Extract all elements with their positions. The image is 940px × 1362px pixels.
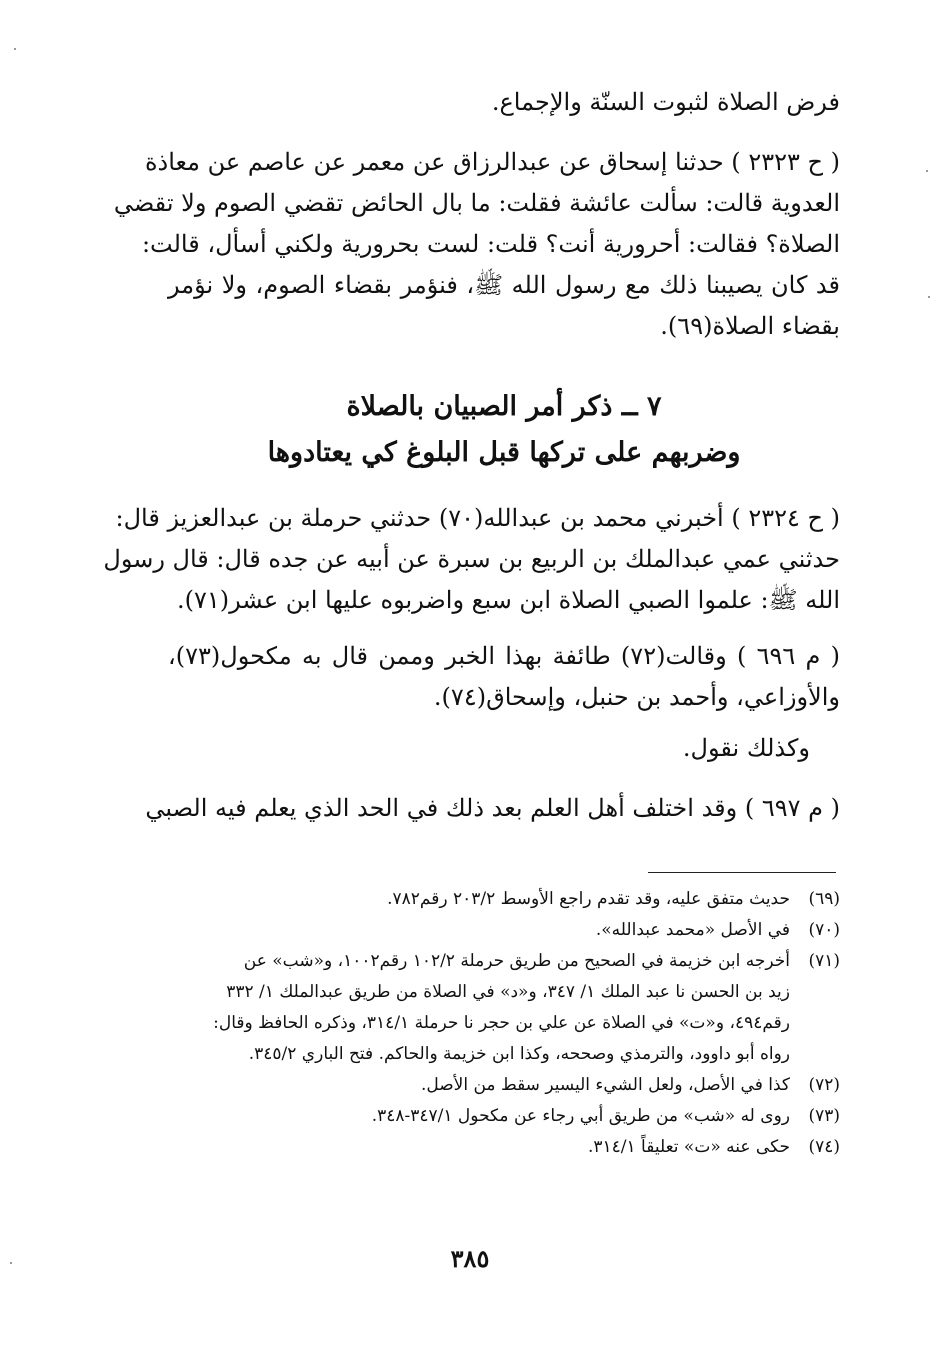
footnote-continuation: رقم٤٩٤، و«ت» في الصلاة عن علي بن حجر نا حرملة ٣١٤/١، وذكره الحافظ وقال: (213, 1013, 790, 1033)
paragraph-line: بقضاء الصلاة(٦٩). (660, 312, 840, 340)
kadhalik-paragraph (168, 728, 810, 769)
page-number: ٣٨٥ (450, 1244, 490, 1273)
footnote-number: (٧٢) (808, 1075, 840, 1095)
paragraph-line: العدوية قالت: سألت عائشة فقلت: ما بال الحائض تقضي الصوم ولا تقضي (113, 189, 840, 217)
footnote-number: (٧٣) (808, 1106, 840, 1126)
chapter-heading-line-1: ٧ ــ ذكر أمر الصبيان بالصلاة (346, 391, 662, 422)
footnote-text: في الأصل «محمد عبدالله». (595, 920, 790, 940)
footnote-continuation: رواه أبو داوود، والترمذي وصححه، وكذا ابن خزيمة والحاكم. فتح الباري ٣٤٥/٢. (248, 1044, 790, 1064)
footnote (168, 915, 840, 946)
footnote-text: روى له «شب» من طريق أبي رجاء عن مكحول ٣٤٧/١-٣٤٨. (371, 1106, 790, 1126)
paragraph-line: قد كان يصيبنا ذلك مع رسول الله ﷺ، فنؤمر بقضاء الصوم، ولا نؤمر (168, 271, 840, 299)
paragraph-line: الصلاة؟ فقالت: أحرورية أنت؟ قلت: لست بحرورية ولكني أسأل، قالت: (141, 230, 840, 258)
footnote-text: أخرجه ابن خزيمة في الصحيح من طريق حرملة ١٠٢/٢ رقم١٠٠٢، و«شب» عن (243, 951, 790, 971)
masala-697-paragraph (145, 788, 840, 829)
footnote-continuation: زيد بن الحسن نا عبد الملك ١/ ٣٤٧، و«د» في الصلاة من طريق عبدالملك ١/ ٣٣٢ (226, 982, 790, 1002)
footnote-text: كذا في الأصل، ولعل الشيء اليسير سقط من الأصل. (420, 1075, 790, 1095)
footnote (168, 1070, 840, 1101)
footnotes (168, 884, 840, 1163)
footnote-text: حكى عنه «ت» تعليقاً ٣١٤/١. (587, 1137, 790, 1157)
paragraph-line: والأوزاعي، وأحمد بن حنبل، وإسحاق(٧٤). (433, 683, 840, 711)
chapter-heading (168, 384, 840, 476)
continuation-line: فرض الصلاة لثبوت السنّة والإجماع. (491, 88, 840, 116)
footnote-number: (٧١) (808, 951, 840, 971)
paragraph-line: ( ح ٢٣٢٣ ) حدثنا إسحاق عن عبدالرزاق عن معمر عن عاصم عن معاذة (144, 148, 840, 176)
hadith-2324-paragraph (103, 498, 840, 621)
paragraph-line: حدثني عمي عبدالملك بن الربيع بن سبرة عن أبيه عن جده قال: قال رسول (103, 545, 840, 573)
masala-696-paragraph (168, 636, 840, 718)
footnote (168, 1101, 840, 1132)
paragraph-line: وكذلك نقول. (682, 734, 810, 762)
footnote (168, 1132, 840, 1163)
footnote-number: (٦٩) (808, 889, 840, 909)
continuation-paragraph (168, 82, 840, 123)
scan-speck (926, 170, 928, 172)
footnote-text: حديث متفق عليه، وقد تقدم راجع الأوسط ٢٠٣/٢ رقم٧٨٢. (387, 889, 790, 909)
chapter-heading-line-2: وضربهم على تركها قبل البلوغ كي يعتادوها (267, 437, 741, 468)
hadith-2323-paragraph (113, 142, 840, 347)
scan-speck (14, 48, 16, 50)
footnote-number: (٧٤) (808, 1137, 840, 1157)
paragraph-line: ( م ٦٩٦ ) وقالت(٧٢) طائفة بهذا الخبر وممن قال به مكحول(٧٣)، (168, 642, 840, 670)
footnote (168, 884, 840, 915)
footnote-number: (٧٠) (808, 920, 840, 940)
scan-speck (928, 296, 930, 298)
paragraph-line: ( ح ٢٣٢٤ ) أخبرني محمد بن عبدالله(٧٠) حدثني حرملة بن عبدالعزيز قال: (115, 504, 840, 532)
footnote (168, 946, 840, 977)
footnote-separator (648, 872, 836, 873)
paragraph-line: الله ﷺ: علموا الصبي الصلاة ابن سبع واضربوه عليها ابن عشر(٧١). (177, 586, 840, 614)
paragraph-line: ( م ٦٩٧ ) وقد اختلف أهل العلم بعد ذلك في الحد الذي يعلم فيه الصبي (145, 794, 840, 822)
